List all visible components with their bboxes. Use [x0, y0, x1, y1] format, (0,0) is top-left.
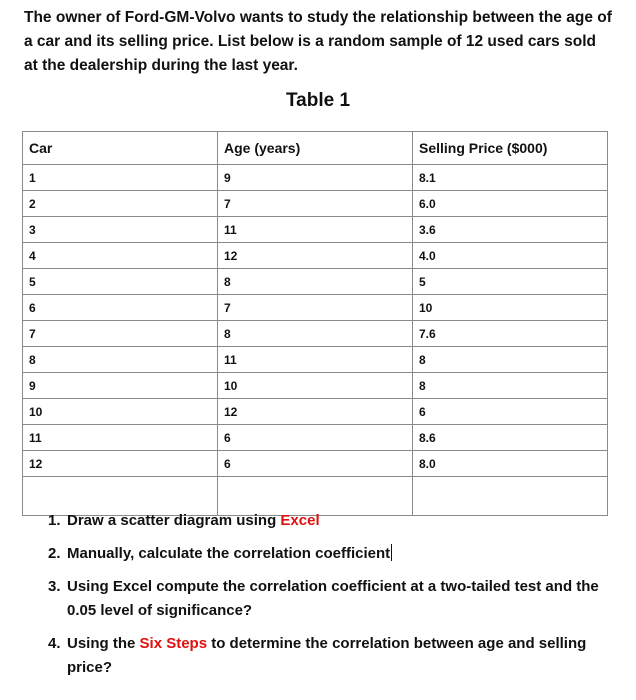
- question-fragment: to determine the correlation between age and selling price?: [67, 635, 587, 676]
- table-row: [23, 165, 608, 191]
- question-fragment: Draw a scatter diagram using: [67, 512, 281, 529]
- car-cell: 6: [23, 295, 218, 321]
- question-item: [48, 542, 608, 566]
- car-cell: 12: [23, 451, 218, 477]
- age-cell: 8: [218, 321, 413, 347]
- age-cell: 6: [218, 425, 413, 451]
- price-cell: 3.6: [413, 217, 608, 243]
- age-cell: 12: [218, 399, 413, 425]
- price-cell: 8.6: [413, 425, 608, 451]
- question-item: [48, 575, 608, 623]
- intro-paragraph: The owner of Ford-GM-Volvo wants to study the relationship between the age of a car and its selling price. List below is a random sample of 12 used cars sold at the dealership during the last year.: [24, 9, 612, 74]
- question-text: [67, 509, 608, 533]
- price-cell: 8.0: [413, 451, 608, 477]
- table-row: [23, 451, 608, 477]
- highlighted-term: Six Steps: [139, 635, 208, 652]
- table-row: [23, 399, 608, 425]
- question-list: [48, 509, 608, 689]
- table-row: [23, 347, 608, 373]
- table-row: [23, 373, 608, 399]
- highlighted-term: Excel: [280, 512, 320, 529]
- table-row: [23, 191, 608, 217]
- car-cell: 1: [23, 165, 218, 191]
- question-number: 4.: [48, 635, 61, 652]
- car-cell: 11: [23, 425, 218, 451]
- price-cell: 8: [413, 373, 608, 399]
- car-cell: 7: [23, 321, 218, 347]
- price-cell: 4.0: [413, 243, 608, 269]
- question-fragment: Using Excel compute the correlation coefficient at a two-tailed test and the 0.05 level of significance?: [67, 578, 599, 619]
- table-row: [23, 321, 608, 347]
- question-number: 2.: [48, 545, 61, 562]
- age-cell: 8: [218, 269, 413, 295]
- age-cell: 10: [218, 373, 413, 399]
- table-row: [23, 425, 608, 451]
- price-cell: 7.6: [413, 321, 608, 347]
- car-cell: 3: [23, 217, 218, 243]
- age-cell: 11: [218, 217, 413, 243]
- question-number: 3.: [48, 578, 61, 595]
- car-cell: 9: [23, 373, 218, 399]
- text-cursor: [391, 544, 392, 561]
- table-title: Table 1: [285, 90, 351, 111]
- price-cell: 5: [413, 269, 608, 295]
- price-cell: 10: [413, 295, 608, 321]
- price-cell: 8: [413, 347, 608, 373]
- age-cell: 9: [218, 165, 413, 191]
- table-row: [23, 269, 608, 295]
- car-cell: 10: [23, 399, 218, 425]
- question-text: [67, 575, 608, 623]
- header-price: Selling Price ($000): [413, 132, 608, 165]
- table-row: [23, 243, 608, 269]
- question-item: [48, 632, 608, 680]
- header-age: Age (years): [218, 132, 413, 165]
- age-cell: 7: [218, 295, 413, 321]
- age-cell: 12: [218, 243, 413, 269]
- age-cell: 7: [218, 191, 413, 217]
- header-car: Car: [23, 132, 218, 165]
- car-cell: 5: [23, 269, 218, 295]
- question-fragment: Manually, calculate the correlation coefficient: [67, 545, 391, 562]
- table-row: [23, 217, 608, 243]
- car-cell: 2: [23, 191, 218, 217]
- question-text: [67, 632, 608, 680]
- price-cell: 6: [413, 399, 608, 425]
- question-number: 1.: [48, 512, 61, 529]
- car-cell: 4: [23, 243, 218, 269]
- table-header-row: [23, 132, 608, 165]
- car-cell: 8: [23, 347, 218, 373]
- question-text: [67, 542, 608, 566]
- age-cell: 6: [218, 451, 413, 477]
- question-fragment: Using the: [67, 635, 140, 652]
- price-cell: 8.1: [413, 165, 608, 191]
- question-item: [48, 509, 608, 533]
- age-cell: 11: [218, 347, 413, 373]
- data-table: [22, 131, 608, 516]
- price-cell: 6.0: [413, 191, 608, 217]
- table-row: [23, 295, 608, 321]
